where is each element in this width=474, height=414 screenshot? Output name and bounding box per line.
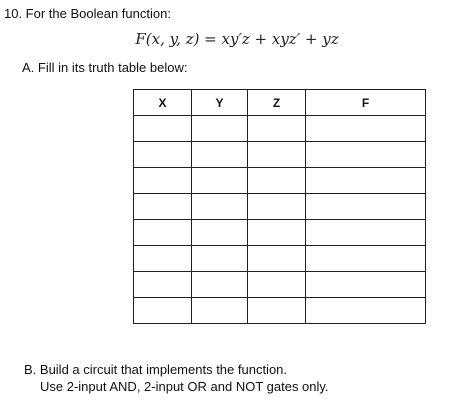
cell-z[interactable]	[248, 116, 306, 142]
cell-y[interactable]	[192, 194, 248, 220]
cell-y[interactable]	[192, 246, 248, 272]
header-y: Y	[192, 90, 248, 116]
cell-f[interactable]	[306, 194, 426, 220]
cell-x[interactable]	[134, 298, 192, 324]
part-b-line1: B. Build a circuit that implements the function.	[24, 362, 288, 377]
cell-y[interactable]	[192, 220, 248, 246]
truth-table	[133, 89, 426, 324]
cell-y[interactable]	[192, 272, 248, 298]
cell-x[interactable]	[134, 116, 192, 142]
cell-f[interactable]	[306, 142, 426, 168]
cell-z[interactable]	[248, 298, 306, 324]
cell-y[interactable]	[192, 116, 248, 142]
part-b-line2: Use 2-input AND, 2-input OR and NOT gates only.	[40, 379, 329, 394]
cell-z[interactable]	[248, 220, 306, 246]
cell-z[interactable]	[248, 272, 306, 298]
table-row	[134, 272, 426, 298]
header-z: Z	[248, 90, 306, 116]
cell-y[interactable]	[192, 142, 248, 168]
cell-y[interactable]	[192, 168, 248, 194]
question-title: 10. For the Boolean function:	[4, 6, 171, 21]
table-row	[134, 194, 426, 220]
cell-x[interactable]	[134, 246, 192, 272]
table-row	[134, 142, 426, 168]
cell-z[interactable]	[248, 168, 306, 194]
cell-f[interactable]	[306, 272, 426, 298]
cell-z[interactable]	[248, 246, 306, 272]
cell-x[interactable]	[134, 168, 192, 194]
boolean-equation: F(x, y, z) = xy′z + xyz′ + yz	[135, 30, 339, 48]
cell-f[interactable]	[306, 220, 426, 246]
truth-table-header-row	[134, 90, 426, 116]
cell-f[interactable]	[306, 116, 426, 142]
cell-f[interactable]	[306, 298, 426, 324]
table-row	[134, 246, 426, 272]
part-b-instruction	[24, 361, 329, 395]
cell-z[interactable]	[248, 194, 306, 220]
table-row	[134, 298, 426, 324]
table-row	[134, 220, 426, 246]
cell-z[interactable]	[248, 142, 306, 168]
cell-f[interactable]	[306, 168, 426, 194]
cell-y[interactable]	[192, 298, 248, 324]
cell-x[interactable]	[134, 142, 192, 168]
header-f: F	[306, 90, 426, 116]
cell-x[interactable]	[134, 194, 192, 220]
table-row	[134, 116, 426, 142]
part-a-instruction: A. Fill in its truth table below:	[22, 60, 188, 75]
cell-x[interactable]	[134, 220, 192, 246]
cell-f[interactable]	[306, 246, 426, 272]
cell-x[interactable]	[134, 272, 192, 298]
table-row	[134, 168, 426, 194]
header-x: X	[134, 90, 192, 116]
